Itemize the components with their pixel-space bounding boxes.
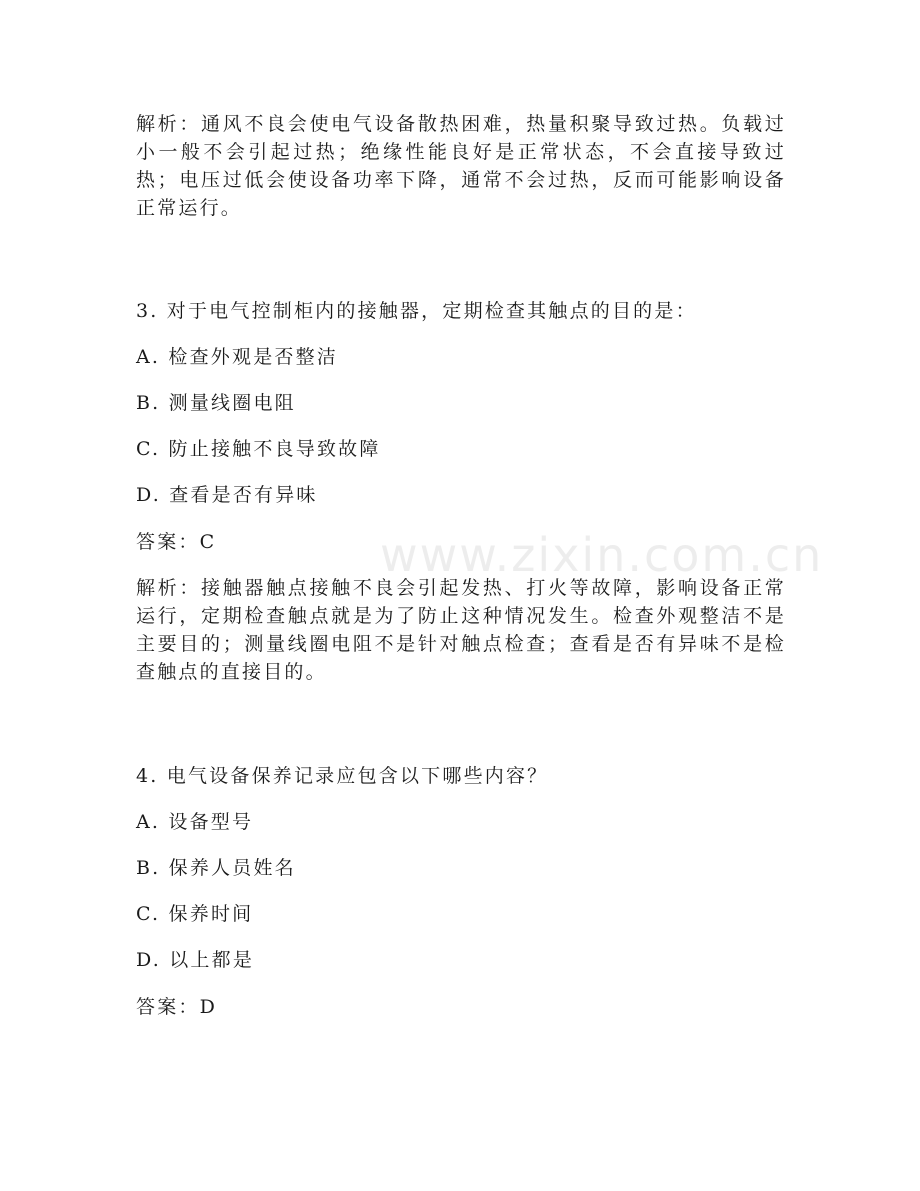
analysis-previous-question: 解析：通风不良会使电气设备散热困难，热量积聚导致过热。负载过小一般不会引起过热；绝缘性能良好是正常状态，不会直接导致过热；电压过低会使设备功率下降，通常不会过热，反而可能影响设备正常运行。: [136, 113, 786, 219]
question-3-text: 3. 对于电气控制柜内的接触器，定期检查其触点的目的是：: [136, 300, 697, 322]
question-4-text: 4. 电气设备保养记录应包含以下哪些内容？: [136, 765, 549, 787]
question-3-option-a: A. 检查外观是否整洁: [136, 346, 339, 368]
question-3-analysis: 解析：接触器触点接触不良会引起发热、打火等故障，影响设备正常运行，定期检查触点就是为了防止这种情况发生。检查外观整洁不是主要目的；测量线圈电阻不是针对触点检查；查看是否有异味不是检查触点的直接目的。: [136, 577, 786, 683]
question-4-option-c: C. 保养时间: [136, 903, 254, 925]
watermark: www.zixin.com.cn: [380, 528, 824, 582]
question-4-option-b: B. 保养人员姓名: [136, 857, 296, 879]
question-3-option-c: C. 防止接触不良导致故障: [136, 438, 381, 460]
question-3-answer: 答案：C: [136, 531, 217, 553]
question-4-option-a: A. 设备型号: [136, 811, 254, 833]
question-4-answer: 答案：D: [136, 996, 218, 1018]
question-3-option-b: B. 测量线圈电阻: [136, 392, 296, 414]
question-3-option-d: D. 查看是否有异味: [136, 484, 318, 506]
question-4-option-d: D. 以上都是: [136, 949, 255, 971]
